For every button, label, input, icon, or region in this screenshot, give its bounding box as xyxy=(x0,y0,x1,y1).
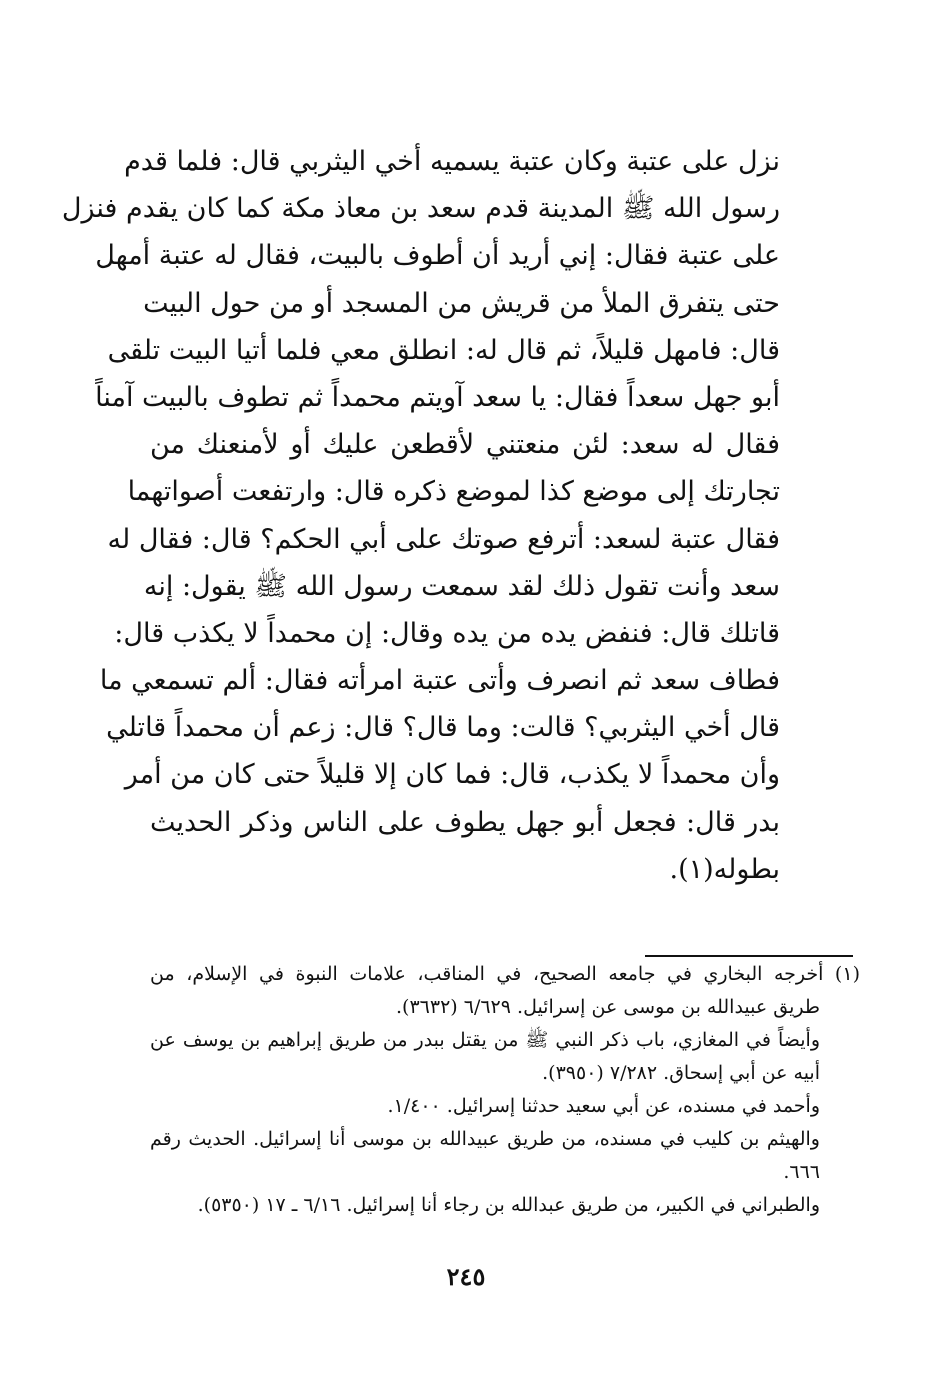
text-line: رسول الله ﷺ المدينة قدم سعد بن معاذ مكة كما كان يقدم فنزل xyxy=(61,193,780,225)
text-line: قال: فامهل قليلاً، ثم قال له: انطلق معي فلما أتيا البيت تلقى xyxy=(107,334,780,366)
text-line-last: بطوله(١). xyxy=(669,853,780,885)
text-line: فطاف سعد ثم انصرف وأتى عتبة امرأته فقال: ألم تسمعي ما xyxy=(99,665,780,697)
footnote-line: أبيه عن أبي إسحاق. ٧/٢٨٢ (٣٩٥٠). xyxy=(542,1062,820,1084)
text-line: قاتلك قال: فنفض يده من يده وقال: إن محمداً لا يكذب قال: xyxy=(114,617,780,649)
text-line: سعد وأنت تقول ذلك لقد سمعت رسول الله ﷺ يقول: إنه xyxy=(143,570,780,602)
footnote-line: وأيضاً في المغازي، باب ذكر النبي ﷺ من يقتل ببدر من طريق إبراهيم بن يوسف عن xyxy=(150,1029,820,1051)
text-line: نزل على عتبة وكان عتبة يسميه أخي اليثربي قال: فلما قدم xyxy=(124,146,780,177)
text-line: بدر قال: فجعل أبو جهل يطوف على الناس وذكر الحديث xyxy=(150,806,780,838)
footnote-line: ٦٦٦. xyxy=(783,1161,820,1183)
text-line: وأن محمداً لا يكذب، قال: فما كان إلا قليلاً حتى كان من أمر xyxy=(124,759,780,791)
page-number: ٢٤٥ xyxy=(446,1262,486,1291)
main-text xyxy=(61,138,780,893)
text-line: حتى يتفرق الملأ من قريش من المسجد أو من حول البيت xyxy=(143,287,780,319)
text-line: فقال له سعد: لئن منعتني لأقطعن عليك أو لأمنعنك من xyxy=(150,429,780,461)
text-line: قال أخي اليثربي؟ قالت: وما قال؟ قال: زعم أن محمداً قاتلي xyxy=(106,712,780,744)
footnotes xyxy=(150,958,860,1222)
footnote-separator xyxy=(645,955,853,957)
footnote-line: (١) أخرجه البخاري في جامعه الصحيح، في المناقب، علامات النبوة في الإسلام، من xyxy=(150,963,860,985)
text-line: أبو جهل سعداً فقال: يا سعد آويتم محمداً ثم تطوف بالبيت آمناً xyxy=(95,381,780,413)
text-line: على عتبة فقال: إني أريد أن أطوف بالبيت، فقال له عتبة أمهل xyxy=(95,240,780,272)
text-line: فقال عتبة لسعد: أترفع صوتك على أبي الحكم؟ قال: فقال له xyxy=(107,523,780,555)
footnote-line: طريق عبيدالله بن موسى عن إسرائيل. ٦/٦٢٩ (٣٦٣٢). xyxy=(396,996,820,1018)
footnote-line: والهيثم بن كليب في مسنده، من طريق عبيدالله بن موسى أنا إسرائيل. الحديث رقم xyxy=(150,1128,820,1150)
footnote-line: وأحمد في مسنده، عن أبي سعيد حدثنا إسرائيل. ١/٤٠٠. xyxy=(387,1095,820,1117)
footnote-line: والطبراني في الكبير، من طريق عبدالله بن رجاء أنا إسرائيل. ٦/١٦ ـ ١٧ (٥٣٥٠). xyxy=(197,1194,820,1216)
text-line: تجارتك إلى موضع كذا لموضع ذكره قال: وارتفعت أصواتهما xyxy=(127,476,780,508)
